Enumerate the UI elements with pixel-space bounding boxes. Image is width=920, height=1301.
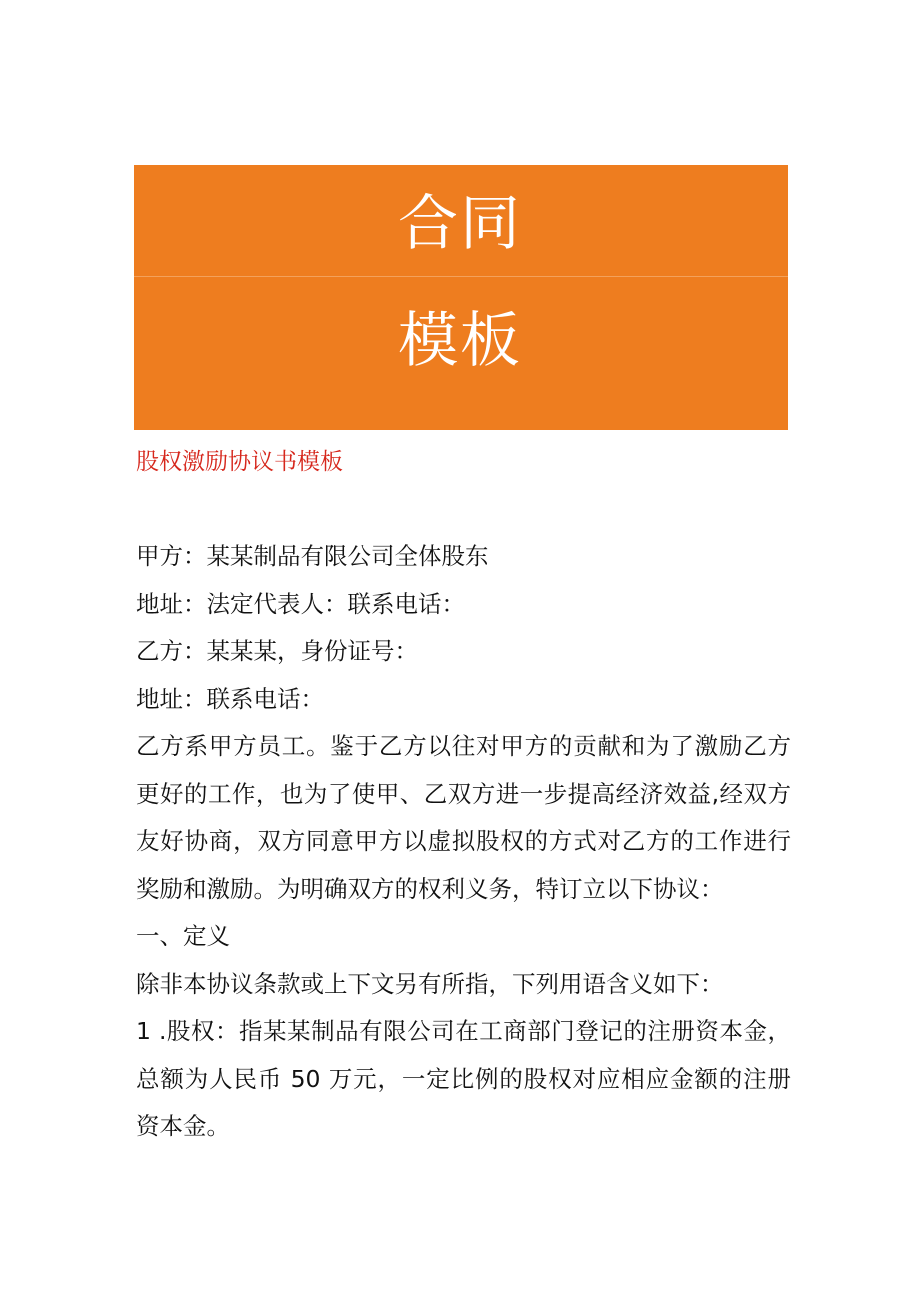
definition-item-equity: 1 .股权：指某某制品有限公司在工商部门登记的注册资本金，总额为人民币 50 万元，一定比例的股权对应相应金额的注册资本金。 (136, 1017, 791, 1140)
party-b-address-line: 地址：联系电话： (136, 684, 324, 713)
banner-title-line2: 模板 (398, 306, 522, 376)
banner-divider (134, 276, 788, 277)
section-heading-definitions: 一、定义 (136, 922, 230, 950)
party-b-line: 乙方：某某某，身份证号： (136, 637, 418, 665)
definitions-intro: 除非本协议条款或上下文另有所指，下列用语含义如下： (136, 969, 724, 998)
party-a-line: 甲方：某某制品有限公司全体股东 (136, 542, 489, 570)
intro-paragraph: 乙方系甲方员工。鉴于乙方以往对甲方的贡献和为了激励乙方更好的工作，也为了使甲、乙双方进一步提高经济效益,经双方友好协商，双方同意甲方以虚拟股权的方式对乙方的工作进行奖励和激励。为明确双方的权利义务，特订立以下协议： (136, 732, 791, 903)
document-body (136, 533, 791, 1151)
banner-title-line1: 合同 (398, 189, 522, 259)
document-title: 股权激励协议书模板 (136, 449, 343, 475)
party-a-address-line: 地址：法定代表人：联系电话： (136, 589, 465, 618)
